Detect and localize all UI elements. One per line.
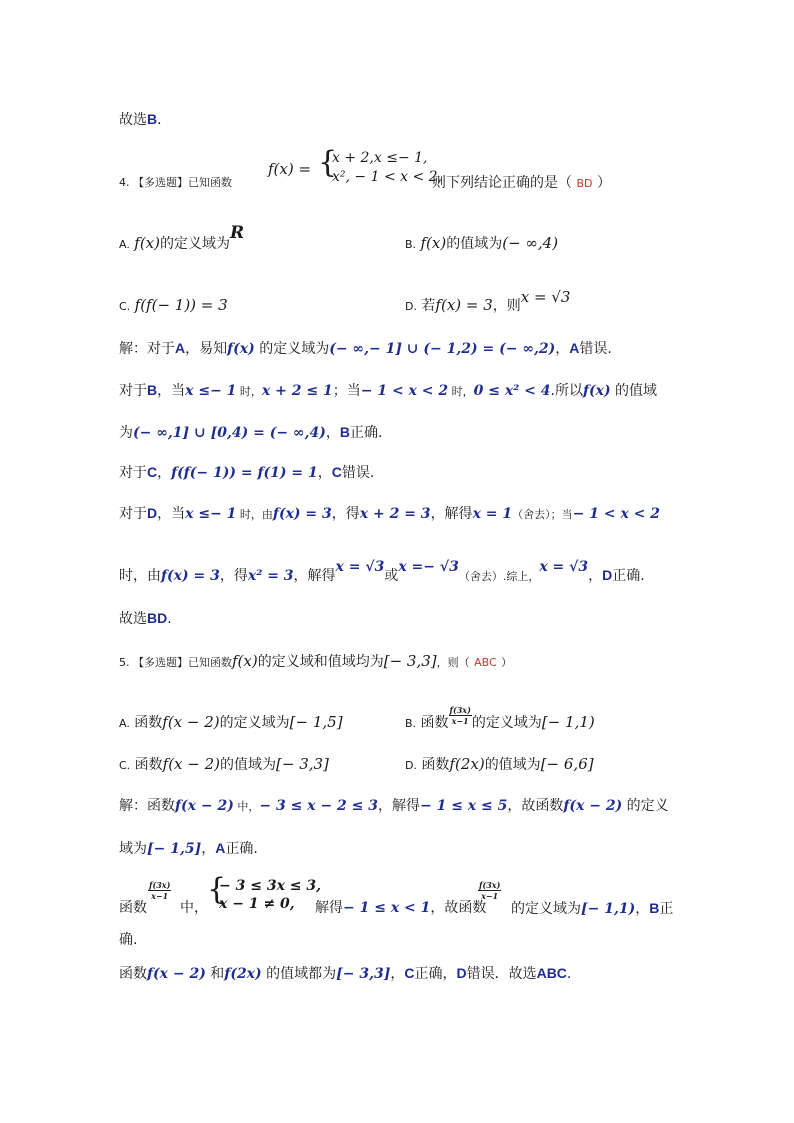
- q4-brace: {: [318, 145, 338, 180]
- s4-line-3: 为(− ∞,1] ∪ [0,4) = (− ∞,4)，B正确.: [119, 424, 383, 441]
- s5-system-1: − 3 ≤ 3x ≤ 3,: [219, 878, 322, 894]
- s4-line-6: 时，由f(x) = 3，得x² = 3，解得x = √3或x =− √3（舍去）.综上，x = √3，D正确.: [119, 559, 645, 584]
- q4-case-1: x + 2,x ≤− 1,: [332, 150, 428, 166]
- s5-line-1: 解：函数f(x − 2) 中，− 3 ≤ x − 2 ≤ 3，解得− 1 ≤ x ≤ 5，故函数f(x − 2) 的定义: [119, 798, 669, 814]
- s4-line-2: 对于B，当x ≤− 1 时，x + 2 ≤ 1；当− 1 < x < 2 时，0 ≤ x² < 4.所以f(x) 的值域: [119, 382, 658, 399]
- q4-stem: 4. 【多选题】已知函数: [119, 176, 232, 189]
- q5-option-d: D. 函数f(2x)的值域为[− 6,6]: [405, 755, 594, 773]
- s4-line-4: 对于C，f(f(− 1)) = f(1) = 1，C错误.: [119, 464, 375, 481]
- s5-line-5: 函数f(x − 2) 和f(2x) 的值域都为[− 3,3]，C正确，D错误．故选ABC.: [119, 965, 572, 982]
- q4-option-d: D. 若f(x) = 3，则x = √3: [405, 288, 571, 314]
- q5-option-b-fraction: $\frac{f(3x)}{x-1}$: [449, 704, 471, 726]
- s4-line-1: 解：对于A，易知f(x) 的定义域为(− ∞,− 1] ∪ (− 1,2) = (− ∞,2)，A错误.: [119, 340, 612, 357]
- q4-case-2: x², − 1 < x < 2,: [332, 169, 443, 185]
- q5-option-b: B. 函数 $\frac{f(3x)}{x-1}$ 的定义域为[− 1,1): [405, 704, 595, 731]
- s5-line-2: 域为[− 1,5]，A正确.: [119, 840, 258, 857]
- q5-option-c: C. 函数f(x − 2)的值域为[− 3,3]: [119, 755, 329, 773]
- s5-line-4: 确.: [119, 932, 138, 948]
- q4-option-b: B. f(x)的值域为(− ∞,4): [405, 234, 559, 252]
- q5-option-a: A. 函数f(x − 2)的定义域为[− 1,5]: [119, 713, 343, 731]
- s4-line-5: 对于D，当x ≤− 1 时，由f(x) = 3，得x + 2 = 3，解得x = 1（舍去）；当− 1 < x < 2: [119, 505, 661, 522]
- s4-line-7: 故选BD.: [119, 610, 172, 627]
- q5-stem: 5. 【多选题】已知函数f(x)的定义域和值域均为[− 3,3]，则（ ABC ）: [119, 652, 513, 670]
- q4-function-name: f(x) =: [268, 160, 312, 178]
- answer-line-q3: 故选B.: [119, 111, 162, 128]
- s5-fraction-2: $\frac{f(3x)}{x-1}$: [479, 880, 501, 901]
- s5-fraction-1: $\frac{f(3x)}{x-1}$: [149, 880, 171, 901]
- s5-brace: {: [207, 872, 227, 907]
- q4-option-c: C. f(f(− 1)) = 3: [119, 296, 228, 314]
- q4-question-tail: 则下列结论正确的是（ BD ）: [432, 175, 611, 191]
- s5-system-2: x − 1 ≠ 0,: [219, 896, 295, 912]
- q4-option-a: A. f(x)的定义域为R: [119, 223, 245, 252]
